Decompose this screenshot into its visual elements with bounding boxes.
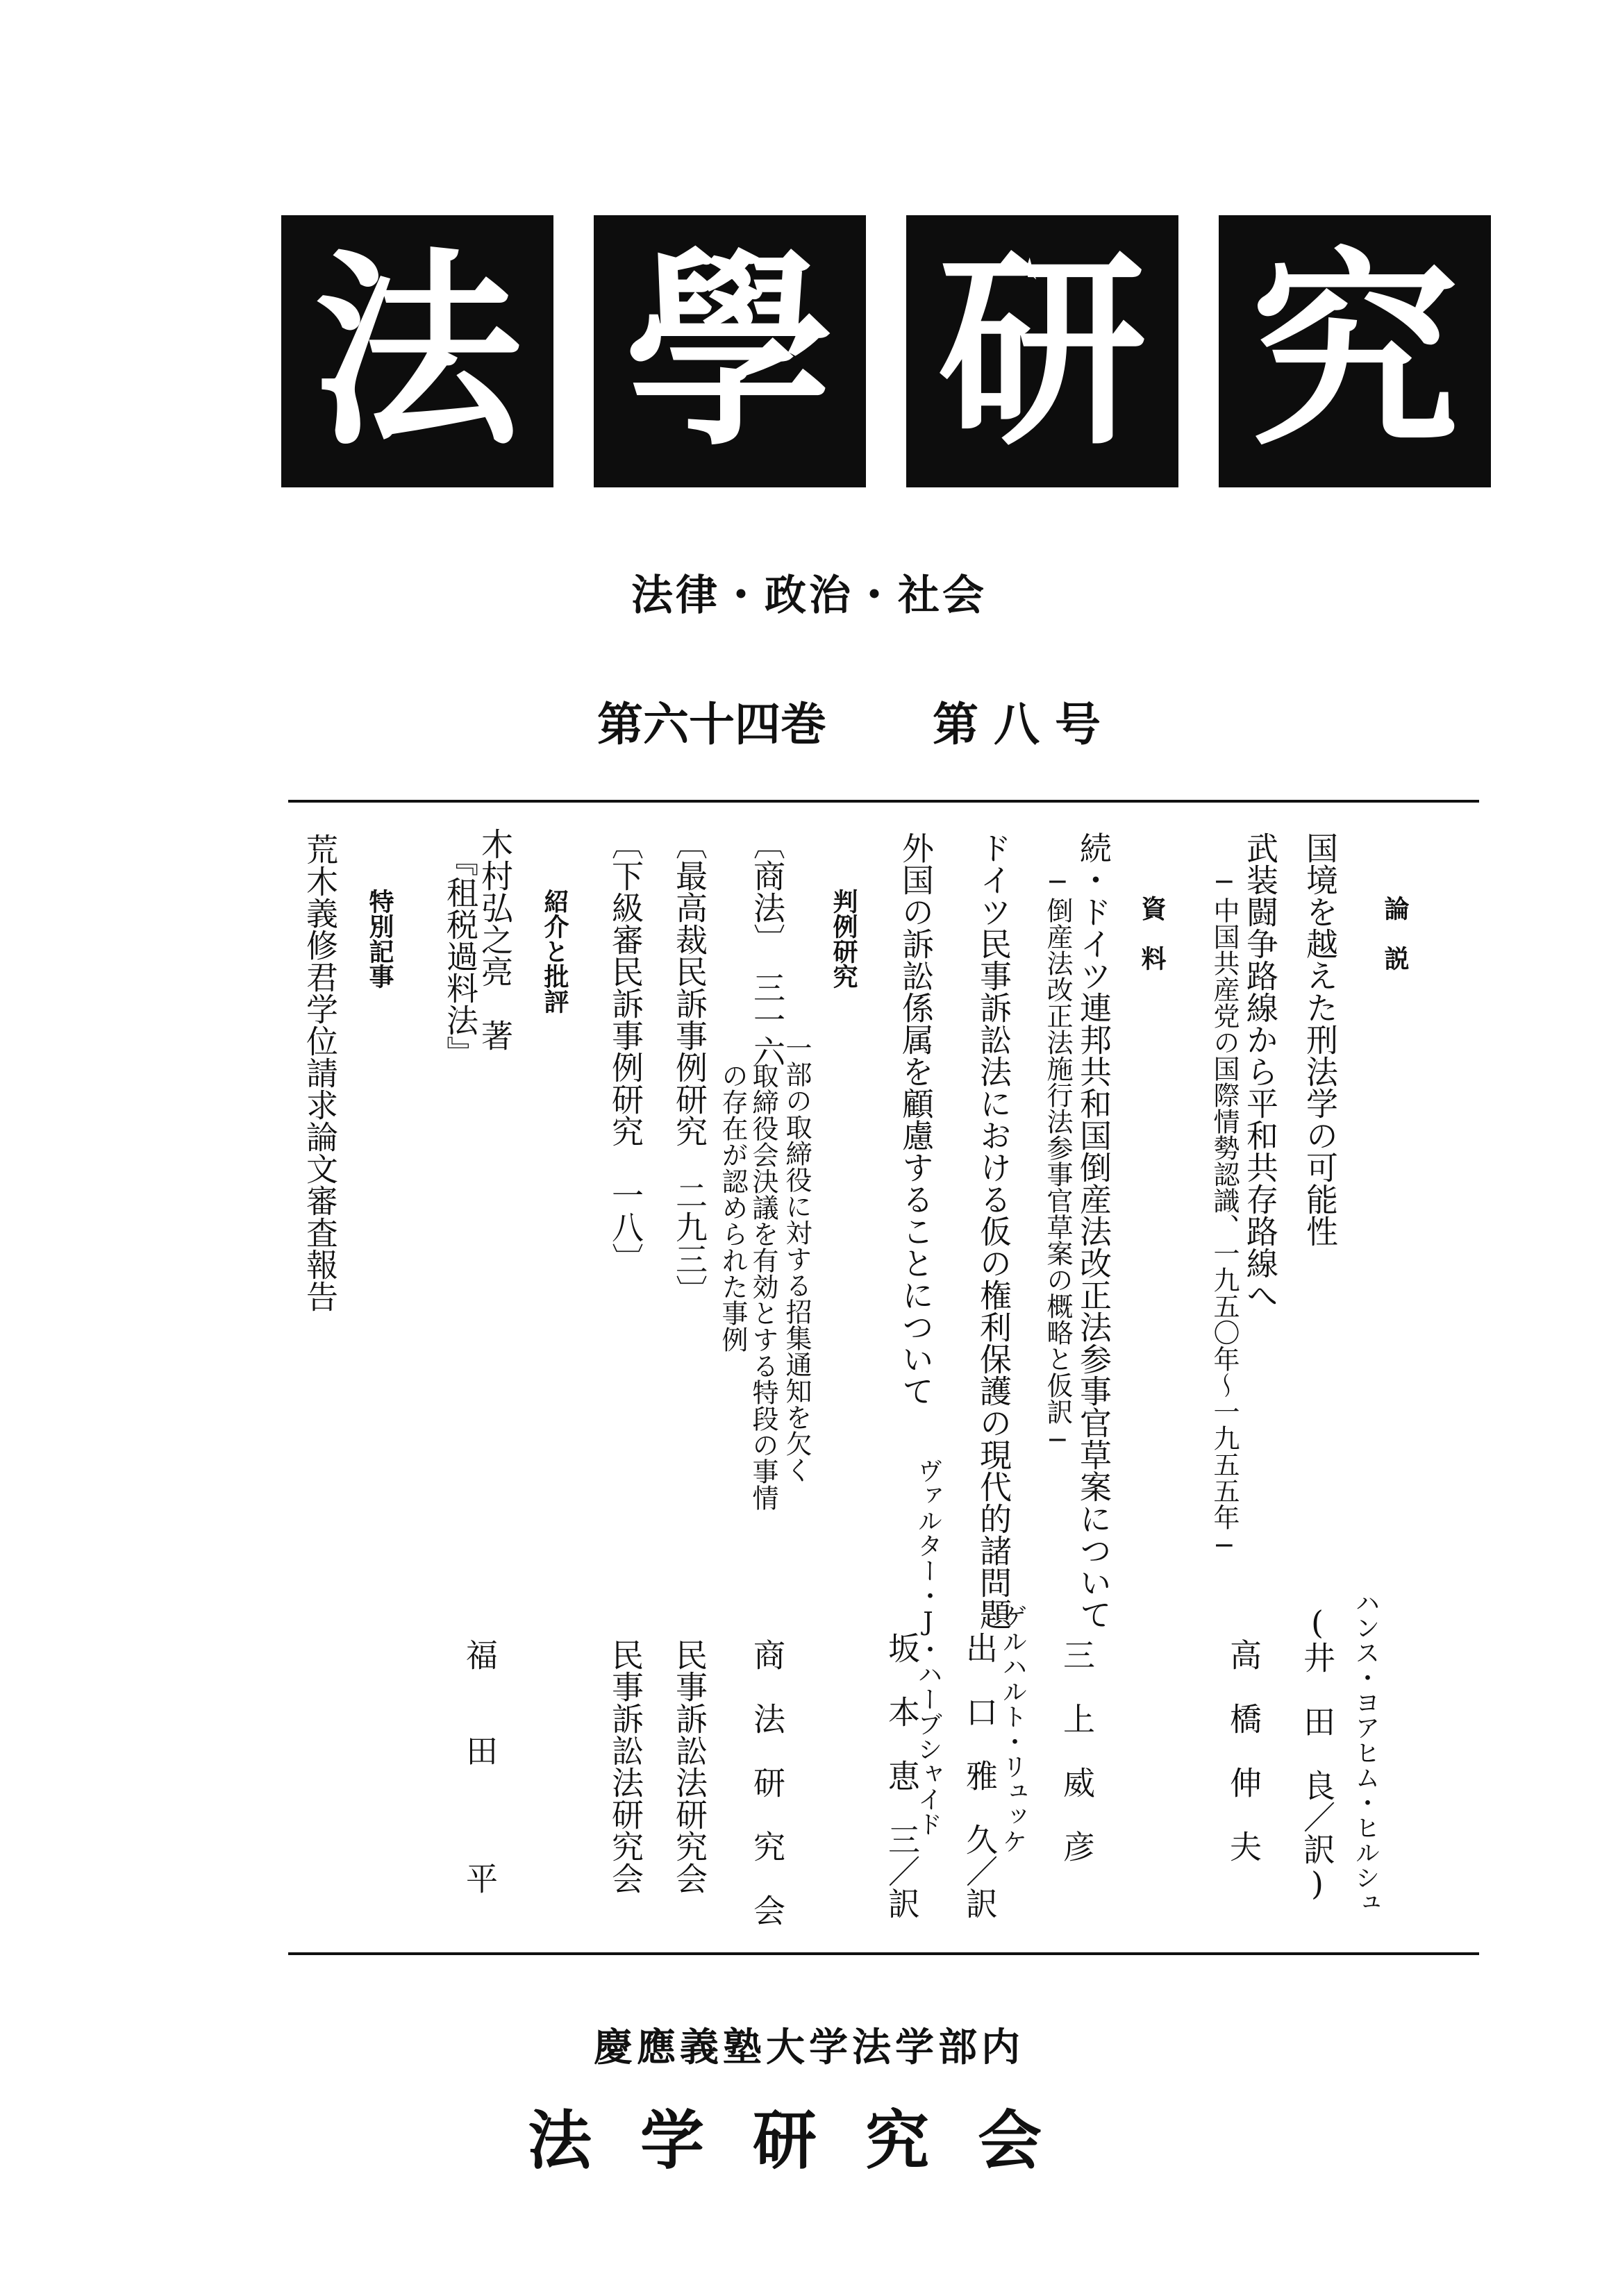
title-char-1: 法 bbox=[281, 215, 553, 487]
article2-subtitle: ─中国共産党の国際情勢認識、一九五〇年～一九五五年─ bbox=[1209, 866, 1240, 1561]
issue-number: 第八号 bbox=[932, 698, 1116, 751]
case3-label: 〔下級審民訴事例研究 一八〕 bbox=[607, 828, 644, 1275]
toc-bottom-rule bbox=[288, 1952, 1479, 1955]
title-char-3: 研 bbox=[906, 215, 1178, 487]
publisher-name: 法学研究会 bbox=[527, 2103, 1090, 2178]
article1-translator: (井 田 良／訳) bbox=[1299, 1604, 1336, 1902]
case1-author: 商 法 研 究 会 bbox=[749, 1639, 786, 1926]
review-book-title: 『租税過料法』 bbox=[442, 844, 479, 1068]
title-char-4: 究 bbox=[1219, 215, 1491, 487]
case3-author: 民事訴訟法研究会 bbox=[607, 1639, 644, 1894]
section-heading-ronsetsu: 論 説 bbox=[1381, 896, 1409, 971]
case2-author: 民事訴訟法研究会 bbox=[671, 1639, 708, 1894]
section-heading-hanrei: 判例研究 bbox=[829, 889, 858, 989]
document3-title: 外国の訴訟係属を顧慮することについて bbox=[897, 832, 935, 1407]
toc-top-rule bbox=[288, 800, 1479, 803]
case2-label: 〔最高裁民訴事例研究 二九三〕 bbox=[671, 828, 708, 1307]
title-char-2: 學 bbox=[594, 215, 866, 487]
document1-title: 続・ドイツ連邦共和国倒産法改正法参事官草案について bbox=[1075, 832, 1112, 1630]
document1-author: 三 上 威 彦 bbox=[1058, 1639, 1096, 1862]
case1-desc-line2: 取締役会決議を有効とする特段の事情 bbox=[748, 1062, 778, 1511]
special-article-title: 荒木義修君学位請求論文審査報告 bbox=[301, 833, 339, 1312]
article2-title: 武装闘争路線から平和共存路線へ bbox=[1242, 832, 1279, 1311]
document3-author: ヴァルター・J・ハーブシャイド bbox=[914, 1458, 942, 1836]
issue-info bbox=[597, 687, 1116, 753]
volume-number: 第六十四巻 bbox=[597, 698, 826, 751]
document2-title: ドイツ民事訴訟法における仮の権利保護の現代的諸問題 bbox=[975, 832, 1012, 1630]
section-heading-shiryo: 資 料 bbox=[1137, 896, 1166, 971]
publisher-affiliation: 慶應義塾大学法学部内 bbox=[594, 2025, 1024, 2070]
article2-author: 高 橋 伸 夫 bbox=[1225, 1639, 1262, 1862]
article1-author: ハンス・ヨアヒム・ヒルシュ bbox=[1351, 1590, 1380, 1915]
article1-title: 国境を越えた刑法学の可能性 bbox=[1301, 832, 1339, 1247]
section-heading-tokubetsu: 特別記事 bbox=[365, 889, 394, 989]
journal-subtitle: 法律・政治・社会 bbox=[631, 571, 987, 620]
case1-desc-line1: 一部の取締役に対する招集通知を欠く bbox=[781, 1034, 812, 1483]
case1-label: 〔商法〕 三一六 bbox=[749, 828, 786, 1067]
review-book-author: 木村弘之亮 著 bbox=[476, 828, 514, 1051]
section-heading-shokai: 紹介と批評 bbox=[540, 889, 569, 1014]
document3-translator: 坂 本 恵 三／訳 bbox=[883, 1632, 921, 1919]
case1-desc-line3: の存在が認められた事例 bbox=[717, 1062, 748, 1352]
review-author: 福 田 平 bbox=[461, 1639, 499, 1894]
document1-subtitle: ─倒産法改正法施行法参事官草案の概略と仮訳─ bbox=[1042, 866, 1073, 1455]
document2-author: ゲルハルト・リュッケ bbox=[999, 1604, 1027, 1854]
document2-translator: 出 口 雅 久／訳 bbox=[961, 1632, 999, 1919]
